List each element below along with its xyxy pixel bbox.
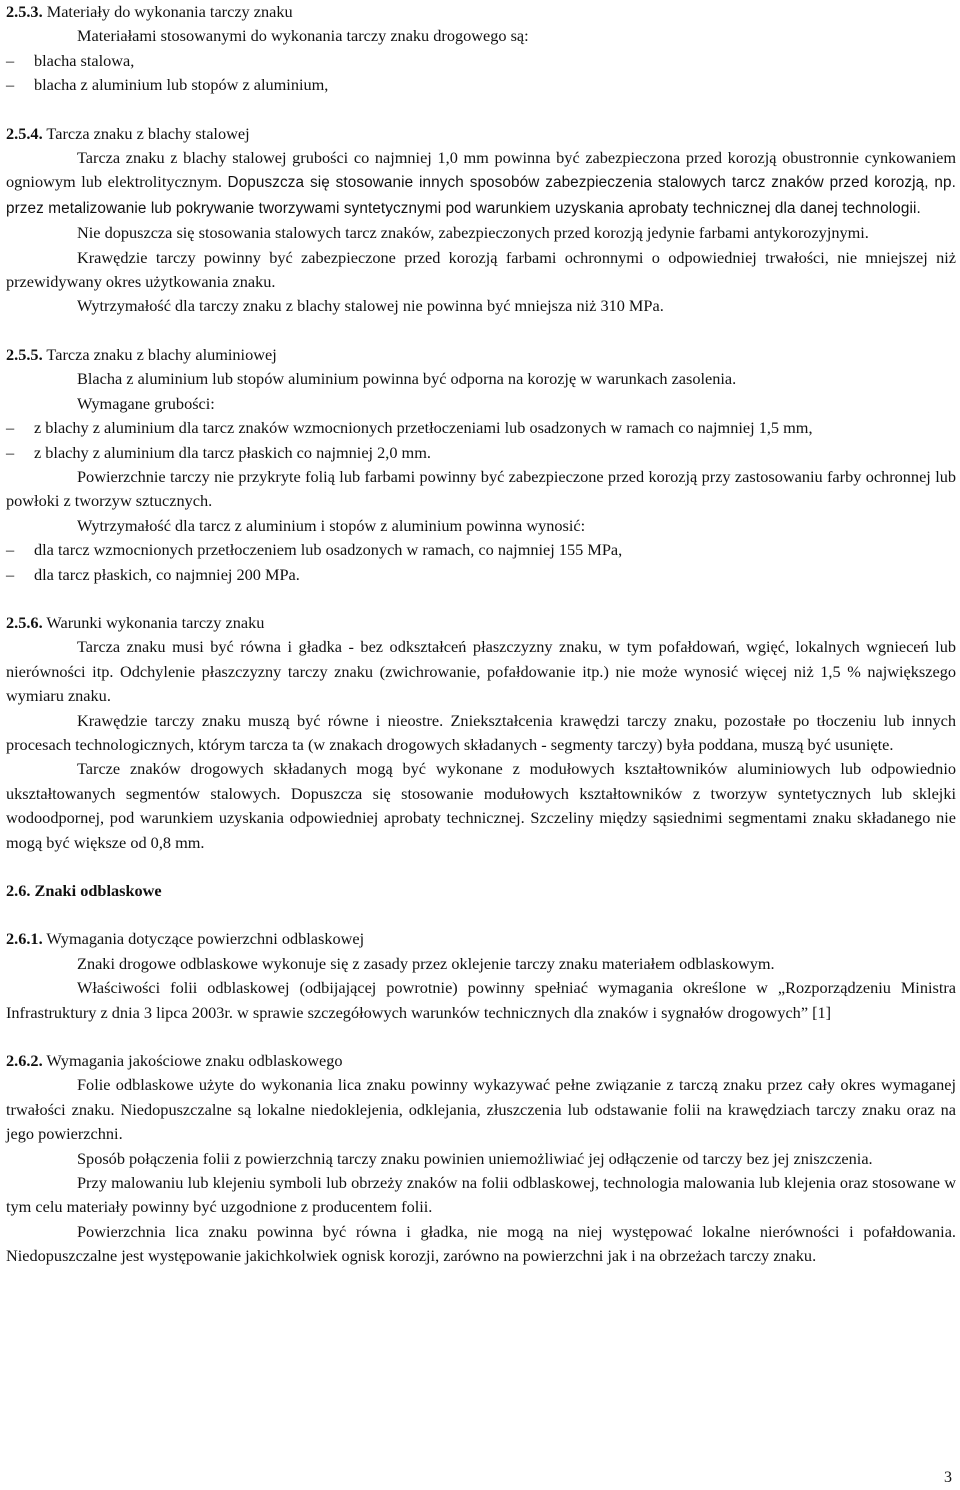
dash-bullet: – — [6, 540, 15, 560]
spacer — [6, 587, 956, 611]
section-title: Wymagania jakościowe znaku odblaskowego — [46, 1051, 343, 1071]
section-2-5-5 — [6, 343, 956, 587]
section-number: 2.5.3. — [6, 2, 43, 21]
spacer — [6, 1025, 956, 1049]
section-heading — [6, 122, 956, 146]
section-2-6-2 — [6, 1049, 956, 1269]
list-item — [6, 73, 956, 97]
paragraph — [6, 146, 956, 221]
section-2-5-4 — [6, 122, 956, 319]
spacer — [6, 319, 956, 343]
list-item-text: dla tarcz wzmocnionych przetłoczeniem lub osadzonych w ramach, co najmniej 155 MPa, — [34, 540, 623, 560]
list-item — [6, 538, 956, 562]
section-heading — [6, 927, 956, 951]
paragraph: Krawędzie tarczy powinny być zabezpieczone przed korozją farbami ochronnymi o odpowiedniej trwałości, nie mniejszej niż przewidywany okres użytkowania znaku. — [6, 247, 956, 292]
section-2-6 — [6, 879, 956, 903]
paragraph: Sposób połączenia folii z powierzchnią tarczy znaku powinien uniemożliwiać jej odłączenie od tarczy bez jej zniszczenia. — [77, 1148, 873, 1168]
paragraph: Tarcza znaku musi być równa i gładka - bez odkształceń płaszczyzny znaku, w tym pofałdowań, wgięć, lokalnych wgnieceń lub nierówności itp. Odchylenie płaszczyzny tarczy znaku (zwichrowanie, pofałdowanie itp.) nie może wynosić więcej niż 1,5 % największego wymiaru znaku. — [6, 637, 956, 706]
chapter-heading: 2.6. Znaki odblaskowe — [6, 881, 162, 900]
section-heading — [6, 611, 956, 635]
paragraph: Wytrzymałość dla tarcz z aluminium i stopów z aluminium powinna wynosić: — [77, 515, 586, 535]
section-title: Wymagania dotyczące powierzchni odblaskowej — [46, 929, 365, 949]
paragraph: Znaki drogowe odblaskowe wykonuje się z zasady przez oklejenie tarczy znaku materiałem odblaskowym. — [77, 953, 775, 973]
paragraph: Wymagane grubości: — [77, 393, 215, 413]
section-heading — [6, 1049, 956, 1073]
section-title: Warunki wykonania tarczy znaku — [46, 612, 265, 632]
section-2-5-6 — [6, 611, 956, 855]
paragraph: Wytrzymałość dla tarczy znaku z blachy stalowej nie powinna być mniejsza niż 310 MPa. — [77, 296, 664, 316]
list-item — [6, 416, 956, 440]
paragraph: Powierzchnia lica znaku powinna być równa i gładka, nie mogą na niej występować lokalne nierówności i pofałdowania. Niedopuszczalne jest występowanie jakichkolwiek ognisk korozji, zarówno na powierzchni jak i na obrzeżach tarczy znaku. — [6, 1221, 956, 1266]
paragraph: Przy malowaniu lub klejeniu symboli lub obrzeży znaków na folii odblaskowej, technologia malowania lub klejenia oraz stosowane w tym celu materiały powinny być uzgodnione z producentem folii. — [6, 1173, 956, 1217]
dash-bullet: – — [6, 418, 15, 438]
paragraph: Materiałami stosowanymi do wykonania tarczy znaku drogowego są: — [77, 26, 529, 46]
paragraph: Właściwości folii odblaskowej (odbijającej powrotnie) powinny spełniać wymagania określone w „Rozporządzeniu Ministra Infrastruktury z dnia 3 lipca 2003r. w sprawie szczegółowych warunków technicznych dla znaków i sygnałów drogowych” [1] — [6, 978, 956, 1022]
paragraph-text: Tarcza znaku z blachy stalowej grubości co najmniej 1,0 mm powinna być zabezpieczona przed korozją obustronnie cynkowaniem ogniowym lub elektrolitycznym. — [6, 148, 956, 192]
paragraph: Powierzchnie tarczy nie przykryte folią lub farbami powinny być zabezpieczone przed korozją przy zastosowaniu farby ochronnej lub powłoki z tworzyw sztucznych. — [6, 466, 956, 511]
list-item — [6, 441, 956, 465]
list-item-text: blacha z aluminium lub stopów z aluminium, — [34, 75, 329, 95]
section-number: 2.6.1. — [6, 929, 43, 949]
section-title: Tarcza znaku z blachy aluminiowej — [46, 344, 277, 364]
dash-bullet: – — [6, 442, 15, 462]
list-item — [6, 563, 956, 587]
paragraph: Tarcze znaków drogowych składanych mogą być wykonane z modułowych kształtowników aluminiowych lub odpowiednio ukształtowanych segmentów stalowych. Dopuszcza się stosowanie modułowych kształtowników z tworzyw syntetycznych lub sklejki wodoodpornej, pod warunkiem uzyskania odpowiedniej aprobaty technicznej. Szczeliny między sąsiednimi segmentami znaku składanego nie mogą być większe od 0,8 mm. — [6, 759, 956, 852]
list-item-text: z blachy z aluminium dla tarcz znaków wzmocnionych przetłoczeniami lub osadzonych w ramach co najmniej 1,5 mm, — [34, 418, 813, 438]
section-number: 2.5.4. — [6, 123, 43, 143]
dash-bullet: – — [6, 564, 15, 584]
page-number: 3 — [944, 1469, 952, 1486]
paragraph: Blacha z aluminium lub stopów aluminium powinna być odporna na korozję w warunkach zasolenia. — [77, 369, 737, 389]
list-item-text: dla tarcz płaskich, co najmniej 200 MPa. — [34, 564, 300, 584]
section-2-6-1 — [6, 927, 956, 1025]
paragraph: Folie odblaskowe użyte do wykonania lica znaku powinny wykazywać pełne związanie z tarczą znaku przez cały okres wymaganej trwałości znaku. Niedopuszczalne są lokalne niedoklejenia, odklejania, złuszczenia lub odstawanie folii na krawędziach tarczy znaku oraz na jego powierzchni. — [6, 1075, 956, 1144]
list-item — [6, 49, 956, 73]
section-number: 2.5.5. — [6, 344, 43, 364]
section-2-5-3 — [6, 0, 956, 98]
paragraph: Nie dopuszcza się stosowania stalowych tarcz znaków, zabezpieczonych przed korozją jedynie farbami antykorozyjnymi. — [77, 223, 869, 243]
spacer — [6, 903, 956, 927]
section-heading — [6, 343, 956, 367]
section-heading — [6, 0, 956, 24]
section-number: 2.6.2. — [6, 1051, 43, 1071]
section-title: Materiały do wykonania tarczy znaku — [46, 2, 293, 21]
spacer — [6, 98, 956, 122]
spacer — [6, 855, 956, 879]
document-page — [6, 0, 956, 1269]
list-item-text: blacha stalowa, — [34, 50, 135, 70]
section-number: 2.5.6. — [6, 612, 43, 632]
paragraph-text-sans: Dopuszcza się stosowanie innych sposobów zabezpieczenia stalowych tarcz znaków przed korozją, np. przez metalizowanie lub pokrywanie tworzywami syntetycznymi pod warunkiem uzyskania aprobaty technicznej dla danej technologii. — [6, 174, 956, 217]
dash-bullet: – — [6, 50, 15, 70]
list-item-text: z blachy z aluminium dla tarcz płaskich co najmniej 2,0 mm. — [34, 442, 431, 462]
paragraph: Krawędzie tarczy znaku muszą być równe i nieostre. Zniekształcenia krawędzi tarczy znaku, pozostałe po tłoczeniu lub innych procesach technologicznych, którym tarcza ta (w znakach drogowych składanych - segmenty tarczy) była poddana, muszą być usunięte. — [6, 710, 956, 754]
section-title: Tarcza znaku z blachy stalowej — [46, 123, 250, 143]
dash-bullet: – — [6, 75, 15, 95]
